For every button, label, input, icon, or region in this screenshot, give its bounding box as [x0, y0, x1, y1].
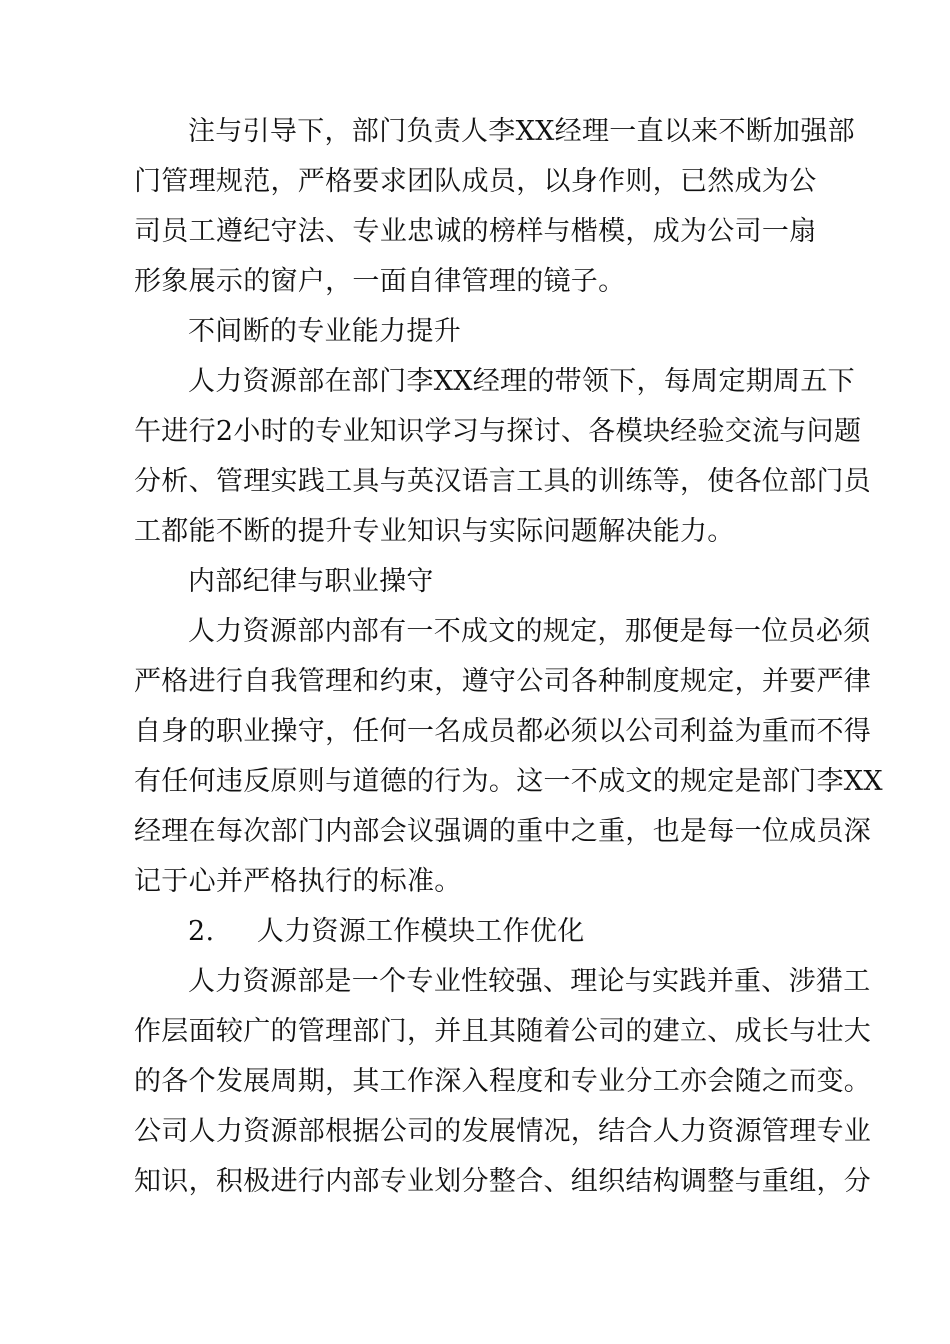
section-heading [188, 914, 888, 950]
paragraph-line: 分析、管理实践工具与英汉语言工具的训练等，使各位部门员 [134, 466, 872, 497]
paragraph-line: 有任何违反原则与道德的行为。这一不成文的规定是部门李XX [134, 766, 883, 797]
paragraph-line: 人力资源部是一个专业性较强、理论与实践并重、涉猎工 [188, 966, 871, 997]
paragraph-line: 公司人力资源部根据公司的发展情况，结合人力资源管理专业 [134, 1116, 872, 1147]
paragraph-line: 的各个发展周期，其工作深入程度和专业分工亦会随之而变。 [134, 1066, 872, 1097]
paragraph-line: 工都能不断的提升专业知识与实际问题解决能力。 [134, 516, 735, 547]
paragraph-line: 门管理规范，严格要求团队成员，以身作则，已然成为公 [134, 166, 817, 197]
paragraph-line: 司员工遵纪守法、专业忠诚的榜样与楷模，成为公司一扇 [134, 216, 817, 247]
paragraph-line: 严格进行自我管理和约束，遵守公司各种制度规定，并要严律 [134, 666, 872, 697]
paragraph-line: 午进行2小时的专业知识学习与探讨、各模块经验交流与问题 [134, 416, 862, 447]
paragraph-line: 形象展示的窗户，一面自律管理的镜子。 [134, 266, 626, 297]
subheading: 内部纪律与职业操守 [188, 566, 434, 597]
paragraph-line: 注与引导下，部门负责人李XX经理一直以来不断加强部 [188, 116, 855, 147]
paragraph-line: 经理在每次部门内部会议强调的重中之重，也是每一位成员深 [134, 816, 872, 847]
subheading: 不间断的专业能力提升 [188, 316, 461, 347]
paragraph-line: 作层面较广的管理部门，并且其随着公司的建立、成长与壮大 [134, 1016, 872, 1047]
paragraph-line: 自身的职业操守，任何一名成员都必须以公司利益为重而不得 [134, 716, 872, 747]
paragraph-line: 人力资源部内部有一不成文的规定，那便是每一位员必须 [188, 616, 871, 647]
paragraph-line: 人力资源部在部门李XX经理的带领下，每周定期周五下 [188, 366, 855, 397]
paragraph-line: 记于心并严格执行的标准。 [134, 866, 462, 897]
paragraph-line: 知识，积极进行内部专业划分整合、组织结构调整与重组，分 [134, 1166, 872, 1197]
section-title: 人力资源工作模块工作优化 [256, 916, 585, 947]
section-number: 2. [188, 916, 215, 947]
